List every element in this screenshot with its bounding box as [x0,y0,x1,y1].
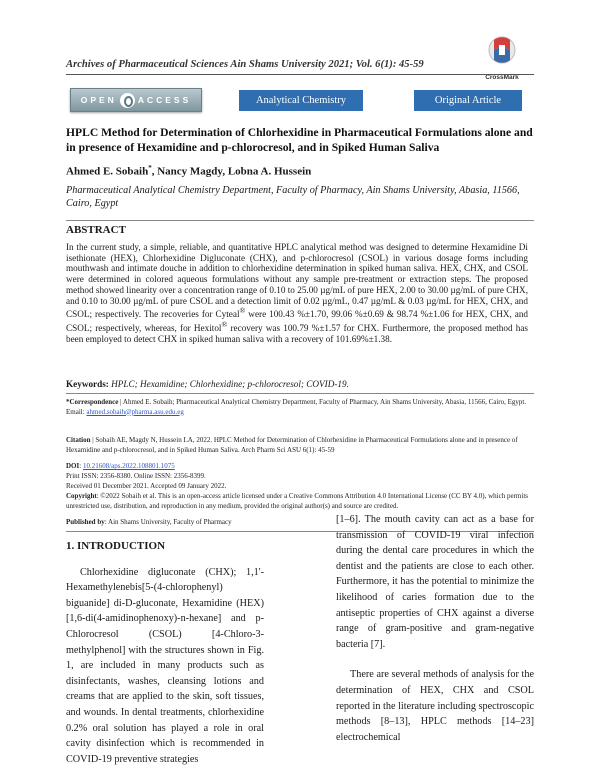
crossmark-icon [487,36,517,68]
citation-label: Citation [66,436,91,444]
citation [66,436,534,455]
abstract-part-2: were 100.43 %±1.70, 99.06 %±0.69 & 98.74 %±1.06 for HEX, CHX, and CSOL; respectively, whereas, for Hexitol [66,309,529,334]
publisher-text: : Ain Shams University, Faculty of Pharmacy [104,518,232,526]
correspondence-text: | Ahmed E. Sobaih; Pharmaceutical Analytical Chemistry Department, Faculty of Pharmacy, Ain Shams University, Abasia, 11566, Cairo, Egypt. Email: [66,398,527,416]
open-access-lock-icon [120,93,135,108]
meta-divider [66,393,534,394]
doi-link[interactable]: 10.21608/aps.2022.108801.1075 [82,462,175,470]
abstract-part-3: recovery was 100.79 %±1.57 for CHX. Furthermore, the proposed method has been employed to detect CHX in spiked human saliva with a recovery of 101.69%±1.38. [66,323,528,344]
copyright-text: : ©2022 Sobaih et al. This is an open-access article licensed under a Creative Commons Attribution 4.0 International License (CC BY 4.0), which permits unrestricted use, distribution, and reproduction in any medium, provided the original author(s) and source are credited. [66,492,528,510]
abstract-text [66,242,528,344]
journal-header: Archives of Pharmaceutical Sciences Ain Shams University 2021; Vol. 6(1): 45-59 [66,59,424,70]
abstract-heading: ABSTRACT [66,224,126,236]
corresponding-mark: * [148,164,152,172]
copyright-label: Copyright [66,492,97,500]
intro-paragraph-3: There are several methods of analysis for the determination of HEX, CHX and CSOL reported in the literature including spectroscopic methods [8–13], HPLC methods [14–23] electrochemical [336,669,534,743]
keywords-label: Keywords: [66,379,109,389]
copyright [66,492,534,511]
article-type-tag: Original Article [414,90,522,111]
corresponding-author[interactable]: Ahmed E. Sobaih [66,165,149,178]
open-access-word-2: ACCESS [137,95,192,105]
header-divider [66,74,534,75]
intro-paragraph-2: [1–6]. The mouth cavity can act as a base for transmission of COVID-19 viral infection during the dental care procedures in which the dentist and the patients are close to each other. Furthermore, it has the potential to minimize the likelihood of caries formation due to the antiseptic properties of CHX against a diverse range of gram-positive and gram-negative bacteria [7]. [336,514,534,650]
email-link[interactable]: ahmed.sobaih@pharma.asu.edu.eg [86,407,184,416]
correspondence-label: *Correspondence [66,398,119,406]
category-tag: Analytical Chemistry [239,90,363,111]
article-title: HPLC Method for Determination of Chlorhexidine in Pharmaceutical Formulations alone and in presence of Hexamidine and p-chlorocresol, and in Spiked Human Saliva [66,126,533,154]
citation-text: | Sobaih AE, Magdy N, Hussein LA, 2022. HPLC Method for Determination of Chlorhexidine in Pharmaceutical Formulations alone and in presence of Hexamidine and p-chlorocresol, and in Spiked Human Saliva. Arch Pharm Sci ASU 6(1): 45-59 [66,436,518,454]
abstract-part-1: In the current study, a simple, reliable, and quantitative HPLC analytical method was designed to determine Hexamidine Di isethionate (HEX), Chlorhexidine Digluconate (CHX), and p-chlorocresol (CSOL) in various dosage forms including mouthwash and intimate douche in addition to chlorhexidine determination in spiked human saliva. HEX, CHX, and CSOL were determined in colored aqueous formulations without any sample pre-treatment or extraction steps. The proposed method showed linearity over a concentration range of 0.10 to 25.00 µg/mL of pure HEX, 2.00 to 30.00 µg/mL of pure CHX, and 0.10 to 30.00 µg/mL of pure CSOL and a detection limit of 0.02 µg/mL, 0.47 µg/mL & 0.03 µg/mL for HEX, CHX, and CSOL; respectively. The recoveries for Cyteal [66,242,528,320]
keywords [66,379,349,389]
registered-mark: ® [239,306,246,316]
open-access-badge[interactable] [70,88,202,112]
keywords-list: HPLC; Hexamidine; Chlorhexidine; p-chlorocresol; COVID-19. [108,379,349,389]
issn: Print ISSN: 2356-8380. Online ISSN: 2356-8399. [66,472,206,480]
doi: DOI: 10.21608/aps.2022.108801.1075 [66,462,175,470]
crossmark-label: CrossMark [485,74,519,81]
section-heading-introduction: 1. INTRODUCTION [66,540,166,552]
intro-paragraph-1: Chlorhexidine digluconate (CHX); 1,1'-Hexamethylenebis[5-(4-chlorophenyl) biguanide] di-D-gluconate, Hexamidine (HEX) [1,6-di(4-amidinophenoxy)-n-hexane] and p-Chlorocresol (CSOL) [4-Chloro-3-methylphenol] with the structures shown in Fig. 1, are included in many products such as disinfectants, washes, cleansing lotions and creams that are applied to the skin, soft tissues, and wounds. In dental treatments, chlorhexidine 0.2% oral solution has played a role in oral cavity disinfection which is recommended in COVID-19 preventive strategies [66,566,264,765]
doi-label: DOI [66,462,80,470]
left-column [66,537,264,767]
co-authors: , Nancy Magdy, Lobna A. Hussein [151,165,312,178]
registered-mark: ® [221,319,228,329]
received-accepted-dates: Received 01 December 2021. Accepted 09 January 2022. [66,482,227,490]
publisher-label: Published by [66,518,105,526]
open-access-word-1: OPEN [80,95,117,105]
abstract-divider [66,220,534,221]
author-list [66,164,311,178]
affiliation: Pharmaceutical Analytical Chemistry Department, Faculty of Pharmacy, Ain Shams University, Abasia, 11566, Cairo, Egypt [66,185,520,209]
correspondence [66,398,534,417]
right-column [336,512,534,745]
